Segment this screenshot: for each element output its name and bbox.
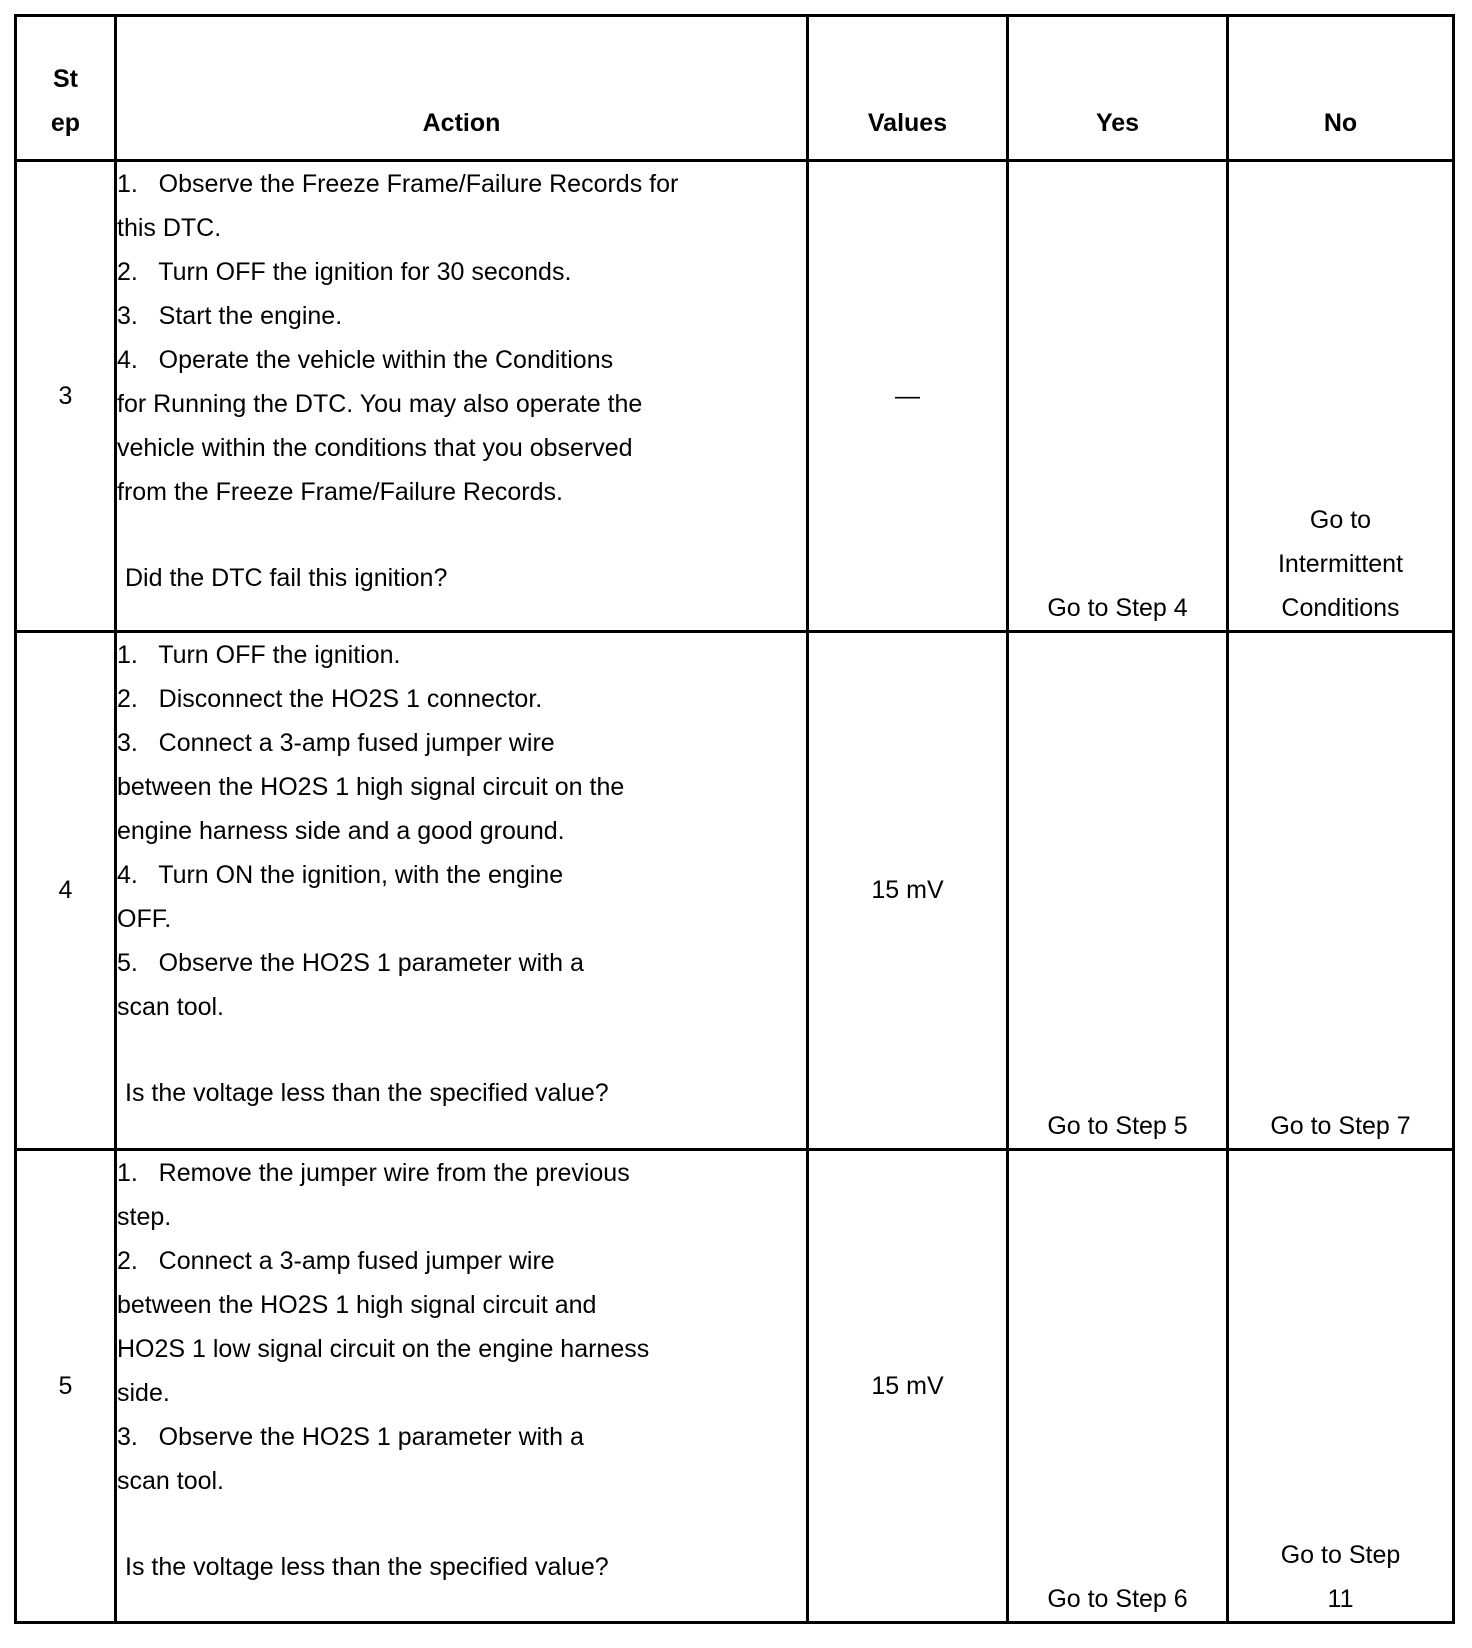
step-number: 5 (16, 1149, 116, 1622)
action-line: between the HO2S 1 high signal circuit on the (117, 773, 625, 802)
table-row (16, 632, 1454, 1149)
header-values: Values (808, 16, 1008, 161)
header-step (16, 16, 116, 161)
no-cell (1228, 161, 1454, 632)
action-line: 2. Disconnect the HO2S 1 connector. (117, 685, 543, 714)
action-line: between the HO2S 1 high signal circuit and (117, 1290, 597, 1319)
no-cell (1228, 632, 1454, 1149)
action-line: for Running the DTC. You may also operate the (117, 390, 643, 418)
step-number: 4 (16, 632, 116, 1149)
no-line: Go to (1309, 506, 1372, 535)
yes-cell: Go to Step 5 (1008, 632, 1228, 1149)
header-action: Action (116, 16, 808, 161)
action-line: vehicle within the conditions that you observed (117, 434, 633, 462)
table-row (16, 161, 1454, 632)
action-line: 3. Start the engine. (117, 302, 343, 330)
action-line: 4. Operate the vehicle within the Conditions (117, 346, 614, 374)
action-line: OFF. (117, 905, 172, 934)
action-line: side. (117, 1378, 170, 1407)
action-cell (116, 1149, 808, 1622)
header-step-line2: ep (50, 109, 81, 137)
action-question: Is the voltage less than the specified value? (125, 1552, 609, 1581)
step-number: 3 (16, 161, 116, 632)
no-cell (1228, 1149, 1454, 1622)
action-line: 3. Connect a 3-amp fused jumper wire (117, 729, 555, 758)
action-line: 1. Observe the Freeze Frame/Failure Records for (117, 170, 679, 198)
action-cell (116, 632, 808, 1149)
header-yes: Yes (1008, 16, 1228, 161)
no-line: Conditions (1281, 594, 1400, 623)
action-line: engine harness side and a good ground. (117, 817, 565, 846)
action-question: Did the DTC fail this ignition? (125, 564, 448, 592)
action-line: 5. Observe the HO2S 1 parameter with a (117, 949, 584, 978)
action-line: this DTC. (117, 214, 222, 242)
yes-cell: Go to Step 6 (1008, 1149, 1228, 1622)
action-line: scan tool. (117, 993, 225, 1022)
action-line: step. (117, 1202, 172, 1231)
value-cell: 15 mV (808, 632, 1008, 1149)
action-line: 1. Remove the jumper wire from the previous (117, 1158, 630, 1187)
header-row (16, 16, 1454, 161)
action-line: 3. Observe the HO2S 1 parameter with a (117, 1422, 584, 1451)
header-no: No (1228, 16, 1454, 161)
no-line: Intermittent (1277, 550, 1404, 579)
action-line: 4. Turn ON the ignition, with the engine (117, 861, 564, 890)
no-line: Go to Step (1280, 1541, 1401, 1569)
header-step-line1: St (53, 65, 78, 93)
no-line: 11 (1327, 1585, 1354, 1613)
value-cell: 15 mV (808, 1149, 1008, 1622)
action-line: 1. Turn OFF the ignition. (117, 641, 401, 670)
table-row (16, 1149, 1454, 1622)
action-line: 2. Turn OFF the ignition for 30 seconds. (117, 258, 572, 286)
yes-cell: Go to Step 4 (1008, 161, 1228, 632)
value-cell: — (808, 161, 1008, 632)
action-line: scan tool. (117, 1466, 225, 1495)
action-line: 2. Connect a 3-amp fused jumper wire (117, 1246, 555, 1275)
action-line: from the Freeze Frame/Failure Records. (117, 478, 563, 506)
action-cell (116, 161, 808, 632)
action-line: HO2S 1 low signal circuit on the engine harness (117, 1334, 650, 1363)
no-line: Go to Step 7 (1270, 1111, 1411, 1140)
diagnostic-table (14, 14, 1455, 1624)
table-body (16, 161, 1454, 1623)
action-question: Is the voltage less than the specified value? (125, 1079, 609, 1108)
